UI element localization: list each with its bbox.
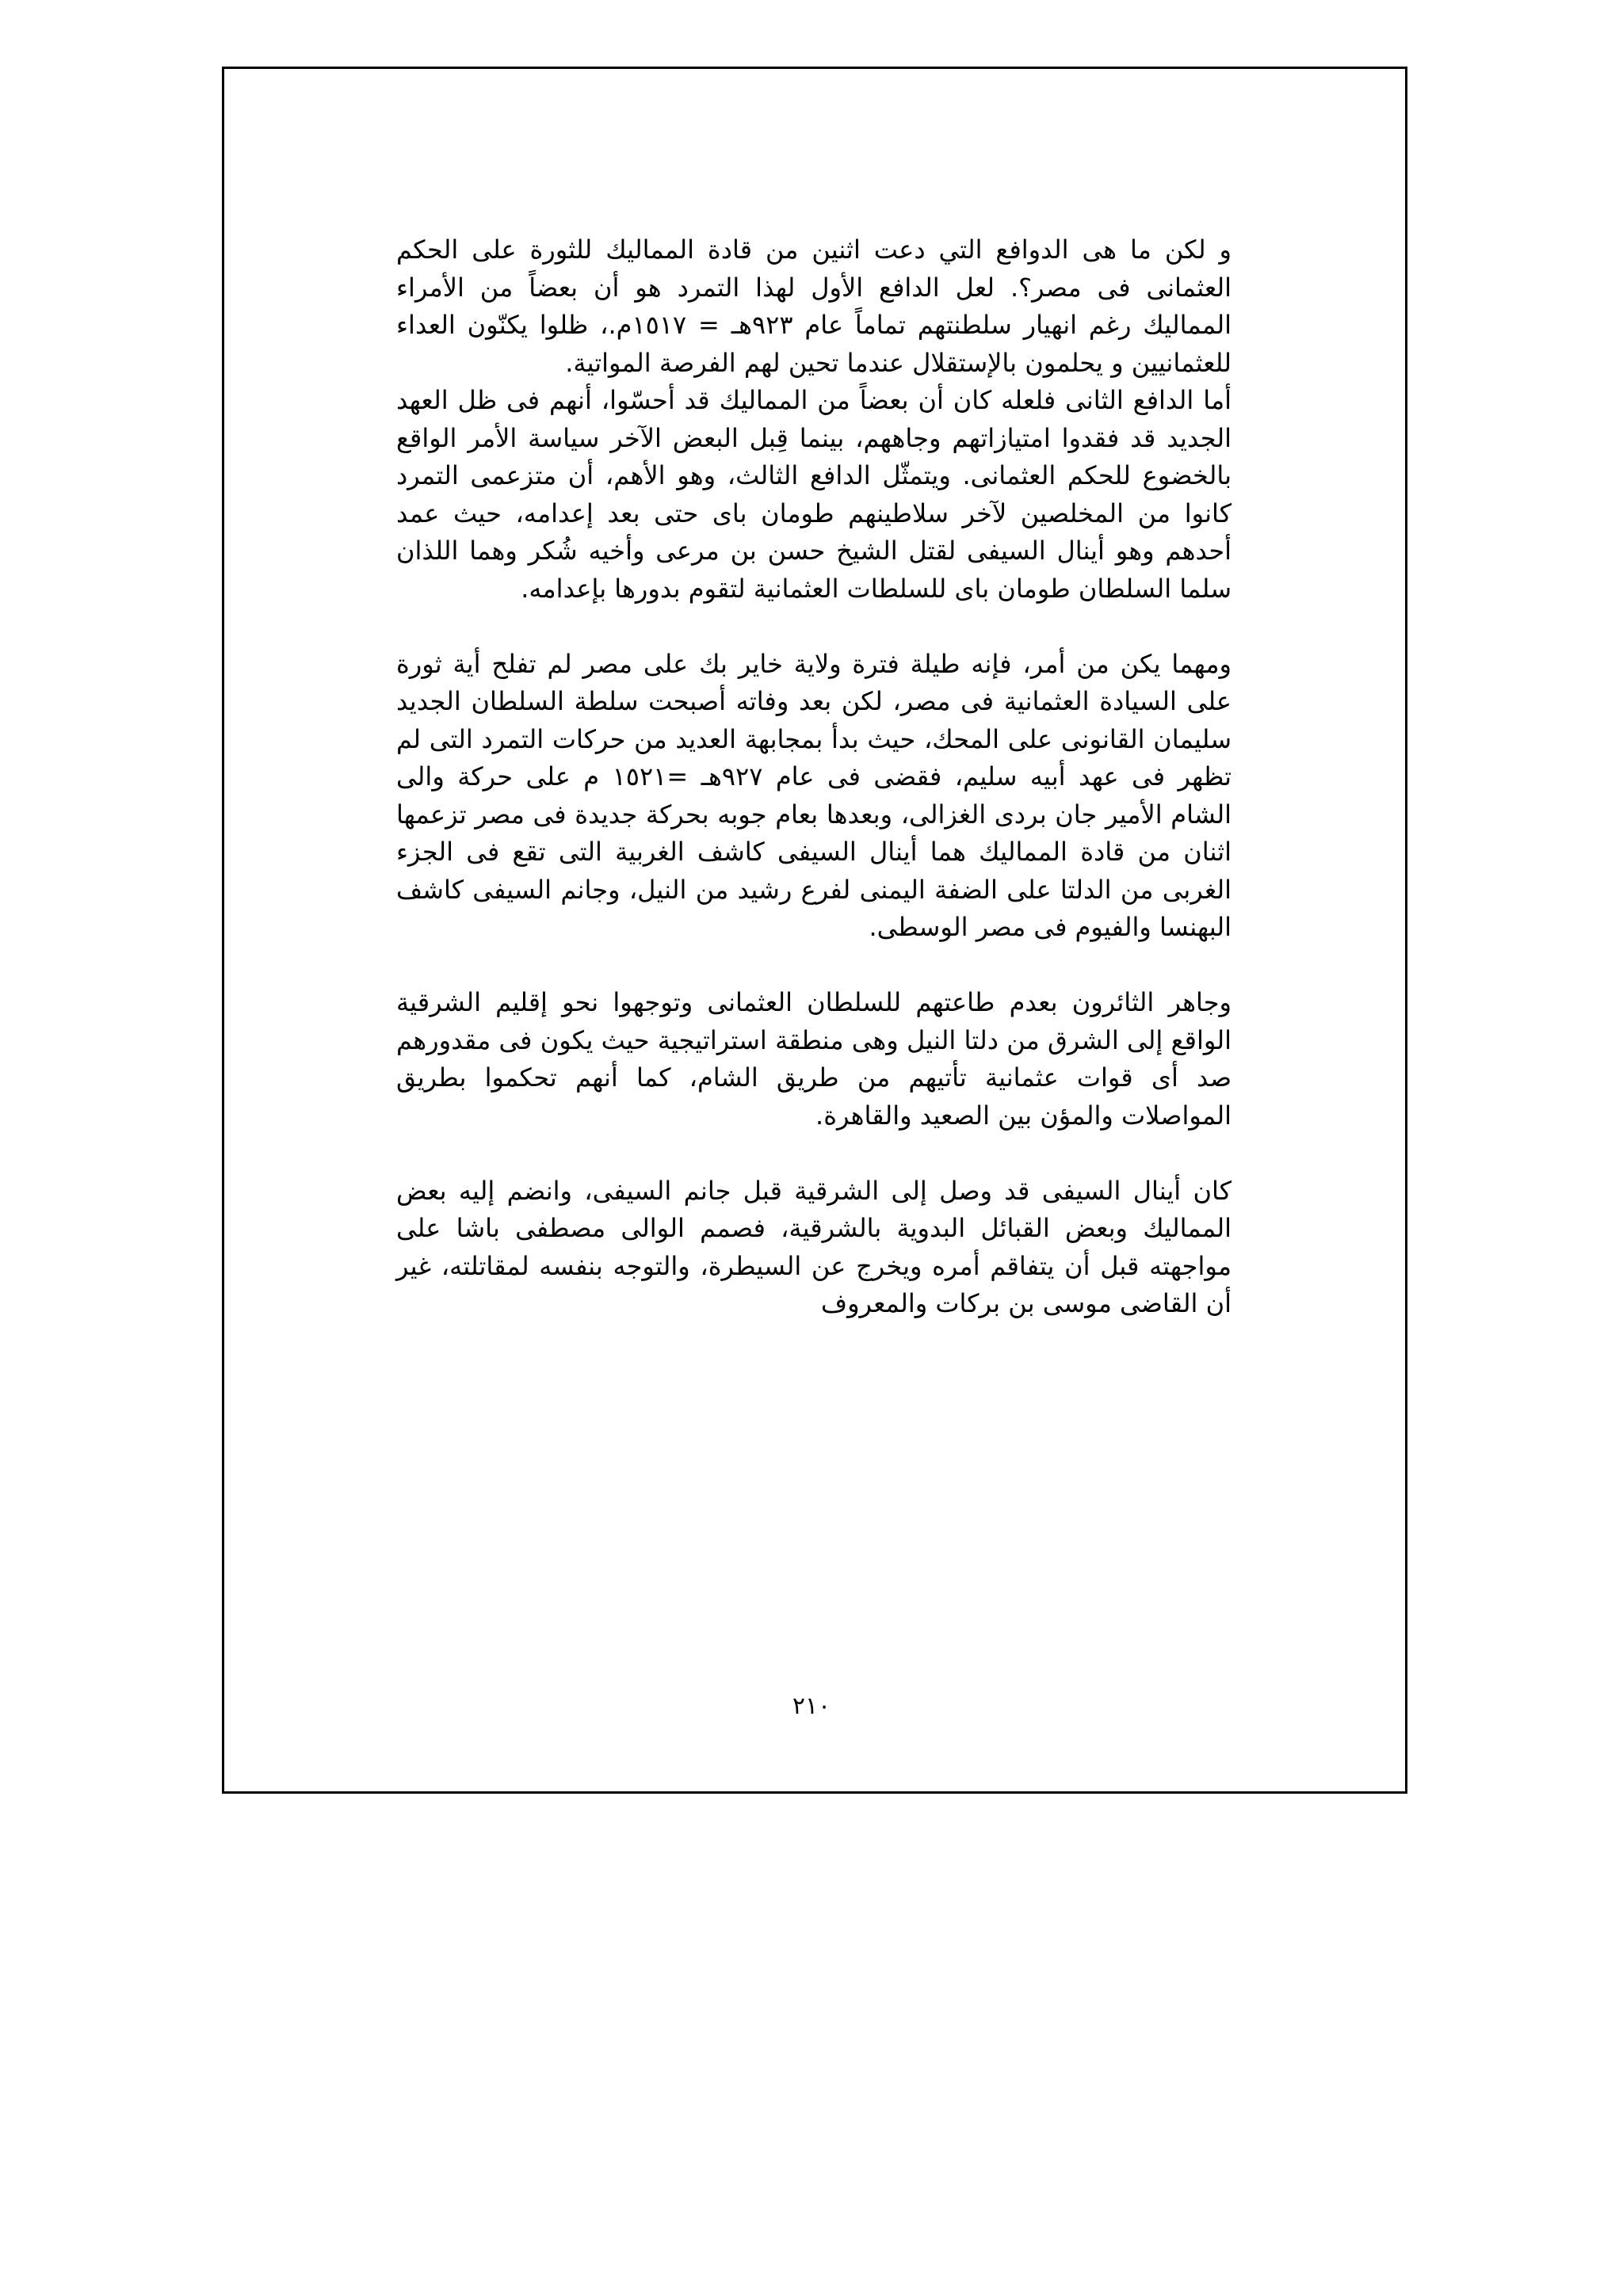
body-text [396,231,1232,1323]
paragraph-3: ومهما يكن من أمر، فإنه طيلة فترة ولاية خاير بك على مصر لم تفلح أية ثورة على السيادة العثمانية فى مصر، لكن بعد وفاته أصبحت سلطة السلطان الجديد سليمان القانونى على المحك، حيث بدأ بمجابهة العديد من حركات التمرد التى لم تظهر فى عهد أبيه سليم، فقضى فى عام ٩٢٧هـ =١٥٢١ م على حركة والى الشام الأمير جان بردى الغزالى، وبعدها بعام جوبه بحركة جديدة فى مصر تزعمها اثنان من قادة المماليك هما أينال السيفى كاشف الغربية التى تقع فى الجزء الغربى من الدلتا على الضفة اليمنى لفرع رشيد من النيل، وجانم السيفى كاشف البهنسا والفيوم فى مصر الوسطى. [396,648,1232,942]
paragraph-1: و لكن ما هى الدوافع التي دعت اثنين من قادة المماليك للثورة على الحكم العثمانى فى مصر؟. لعل الدافع الأول لهذا التمرد هو أن بعضاً من الأمراء المماليك رغم انهيار سلطنتهم تماماً عام ٩٢٣هـ = ١٥١٧م.، ظلوا يكنّون العداء للعثمانيين و يحلمون بالإستقلال عندما تحين لهم الفرصة المواتية. [396,235,1232,378]
paragraph-2: أما الدافع الثانى فلعله كان أن بعضاً من المماليك قد أحسّوا، أنهم فى ظل العهد الجديد قد فقدوا امتيازاتهم وجاههم، بينما قِبل البعض الآخر سياسة الأمر الواقع بالخضوع للحكم العثمانى. ويتمثّل الدافع الثالث، وهو الأهم، أن متزعمى التمرد كانوا من المخلصين لآخر سلاطينهم طومان باى حتى بعد إعدامه، حيث عمد أحدهم وهو أينال السيفى لقتل الشيخ حسن بن مرعى وأخيه شُكر وهما اللذان سلما السلطان طومان باى للسلطات العثمانية لتقوم بدورها بإعدامه. [396,385,1232,604]
page-number: ٢١٠ [792,1692,831,1720]
paragraph-5: كان أينال السيفى قد وصل إلى الشرقية قبل جانم السيفى، وانضم إليه بعض المماليك وبعض القبائل البدوية بالشرقية، فصمم الوالى مصطفى باشا على مواجهته قبل أن يتفاقم أمره ويخرج عن السيطرة، والتوجه بنفسه لمقاتلته، غير أن القاضى موسى بن بركات والمعروف [396,1175,1232,1318]
paragraph-4: وجاهر الثائرون بعدم طاعتهم للسلطان العثمانى وتوجهوا نحو إقليم الشرقية الواقع إلى الشرق من دلتا النيل وهى منطقة استراتيجية حيث يكون فى مقدورهم صد أى قوات عثمانية تأتيهم من طريق الشام، كما أنهم تحكموا بطريق المواصلات والمؤن بين الصعيد والقاهرة. [396,987,1232,1131]
